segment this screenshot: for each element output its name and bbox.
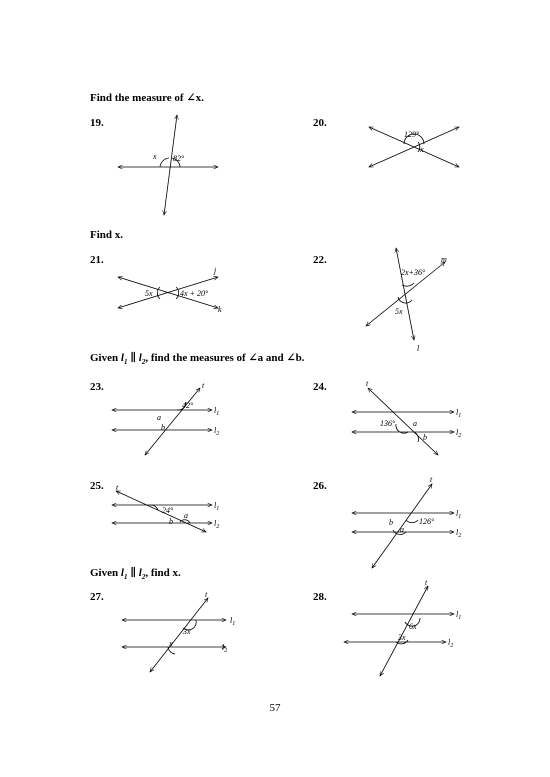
problem-24-number: 24. [313, 381, 327, 393]
label-28-l1: $l_1$ [456, 610, 462, 621]
problem-25-number: 25. [90, 480, 104, 492]
label-20-angle: 129° [404, 130, 420, 139]
label-23-a: a [157, 413, 161, 422]
label-24-t: t [366, 379, 369, 388]
label-25-l2: $l_2$ [214, 519, 220, 530]
label-26-a: a [400, 525, 404, 534]
label-27-3x: 3x [183, 627, 191, 636]
label-23-t: t [202, 381, 205, 390]
problem-19-number: 19. [90, 117, 104, 129]
label-24-a: a [413, 419, 417, 428]
instruction-given-x: Given $l_1$ ∥ $l_2$, find x. [90, 567, 181, 582]
label-25-b: b [169, 517, 173, 526]
label-28-t: t [425, 578, 428, 587]
label-27-t: t [205, 590, 208, 599]
label-20-x: x [420, 145, 424, 154]
label-26-l1: $l_1$ [456, 509, 462, 520]
problem-22-number: 22. [313, 254, 327, 266]
label-21-expr: 4x + 20° [180, 289, 209, 298]
label-24-b: b [423, 433, 427, 442]
label-21-j: j [214, 266, 217, 275]
label-27-x: x [169, 639, 173, 648]
label-28-6x: 6x [409, 622, 417, 631]
label-26-b: b [389, 518, 393, 527]
label-23-l1: $l_1$ [214, 406, 220, 417]
label-27-l2: $l_2$ [222, 643, 228, 654]
problem-26-number: 26. [313, 480, 327, 492]
label-19-angle: 82° [173, 154, 185, 163]
problem-20-number: 20. [313, 117, 327, 129]
problem-23-number: 23. [90, 381, 104, 393]
label-24-angle: 136° [380, 419, 396, 428]
problem-28-number: 28. [313, 591, 327, 603]
instruction-given-ab: Given $l_1$ ∥ $l_2$, find the measures of ∠a and ∠b. [90, 352, 305, 367]
label-22-expr: 2x+36° [401, 268, 426, 277]
label-28-l2: $l_2$ [448, 638, 454, 649]
label-22-l: l [417, 344, 420, 353]
label-28-3x: 3x [398, 633, 406, 642]
label-26-t: t [430, 475, 433, 484]
label-23-angle: 42° [182, 401, 194, 410]
instruction-find-x: Find x. [90, 229, 124, 241]
label-23-b: b [161, 423, 165, 432]
problem-21-number: 21. [90, 254, 104, 266]
label-24-l1: $l_1$ [456, 408, 462, 419]
label-19-x: x [153, 152, 157, 161]
label-22-m: m [441, 255, 447, 264]
label-21-k: k [218, 305, 222, 314]
label-25-a: a [184, 511, 188, 520]
label-26-l2: $l_2$ [456, 528, 462, 539]
label-26-angle: 126° [419, 517, 435, 526]
label-22-5x: 5x [395, 307, 403, 316]
label-23-l2: $l_2$ [214, 426, 220, 437]
problem-27-number: 27. [90, 591, 104, 603]
label-25-t: t [116, 483, 119, 492]
label-24-l2: $l_2$ [456, 428, 462, 439]
label-25-l1: $l_1$ [214, 501, 220, 512]
instruction-find-angle-x: Find the measure of ∠x. [90, 92, 204, 104]
label-27-l1: $l_1$ [230, 616, 236, 627]
label-21-5x: 5x [145, 289, 153, 298]
page-number: 57 [269, 702, 281, 714]
label-25-angle: 24° [162, 506, 174, 515]
